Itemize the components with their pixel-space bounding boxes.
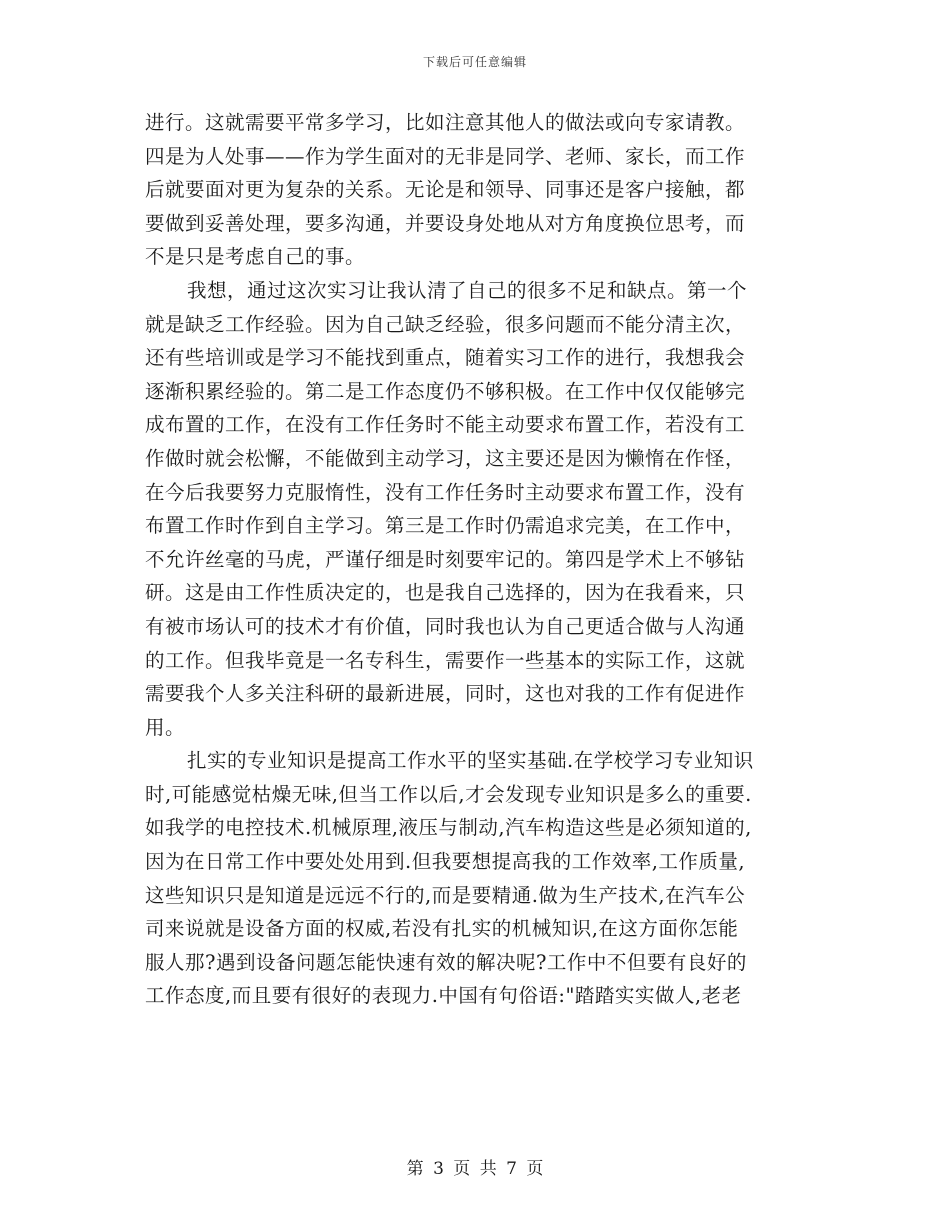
text-line: 因为在日常工作中要处处用到.但我要想提高我的工作效率,工作质量, xyxy=(145,850,746,874)
text-line: 的工作。但我毕竟是一名专科生，需要作一些基本的实际工作，这就 xyxy=(145,648,746,672)
text-line: 成布置的工作，在没有工作任务时不能主动要求布置工作，若没有工 xyxy=(145,413,746,437)
paragraph xyxy=(145,744,805,1013)
text-line: 有被市场认可的技术才有价值，同时我也认为自己更适合做与人沟通 xyxy=(145,614,746,638)
text-line: 研。这是由工作性质决定的，也是我自己选择的，因为在我看来，只 xyxy=(145,581,746,605)
text-line: 需要我个人多关注科研的最新进展，同时，这也对我的工作有促进作 xyxy=(145,682,746,706)
text-line: 如我学的电控技术.机械原理,液压与制动,汽车构造这些是必须知道的, xyxy=(145,816,752,840)
text-line: 要做到妥善处理，要多沟通，并要设身处地从对方角度换位思考，而 xyxy=(145,211,746,235)
text-line: 进行。这就需要平常多学习，比如注意其他人的做法或向专家请教。 xyxy=(145,111,746,134)
paragraph xyxy=(145,106,805,274)
text-line: 在今后我要努力克服惰性，没有工作任务时主动要求布置工作，没有 xyxy=(145,480,746,504)
text-line: 逐渐积累经验的。第二是工作态度仍不够积极。在工作中仅仅能够完 xyxy=(145,379,746,403)
text-line: 时,可能感觉枯燥无味,但当工作以后,才会发现专业知识是多么的重要. xyxy=(145,782,752,806)
document-body xyxy=(145,106,805,1013)
text-line: 四是为人处事——作为学生面对的无非是同学、老师、家长，而工作 xyxy=(145,144,746,168)
text-line: 作做时就会松懈，不能做到主动学习，这主要还是因为懒惰在作怪， xyxy=(145,446,746,470)
text-line: 后就要面对更为复杂的关系。无论是和领导、同事还是客户接触，都 xyxy=(145,178,746,202)
text-line: 司来说就是设备方面的权威,若没有扎实的机械知识,在这方面你怎能 xyxy=(145,917,739,941)
paragraph xyxy=(145,274,805,744)
text-line: 服人那?遇到设备问题怎能快速有效的解决呢?工作中不但要有良好的 xyxy=(145,950,747,974)
page-header: 下载后可任意编辑 xyxy=(422,55,527,69)
text-line: 这些知识只是知道是远远不行的,而是要精通.做为生产技术,在汽车公 xyxy=(145,883,746,907)
text-line: 我想，通过这次实习让我认清了自己的很多不足和缺点。第一个 xyxy=(187,278,748,302)
text-line: 用。 xyxy=(145,715,186,739)
text-line: 扎实的专业知识是提高工作水平的坚实基础.在学校学习专业知识 xyxy=(187,749,754,773)
text-line: 还有些培训或是学习不能找到重点，随着实习工作的进行，我想我会 xyxy=(145,346,746,370)
text-line: 不允许丝毫的马虎，严谨仔细是时刻要牢记的。第四是学术上不够钻 xyxy=(145,547,746,571)
text-line: 布置工作时作到自主学习。第三是工作时仍需追求完美，在工作中， xyxy=(145,514,746,538)
text-line: 就是缺乏工作经验。因为自己缺乏经验，很多问题而不能分清主次， xyxy=(145,312,746,336)
text-line: 不是只是考虑自己的事。 xyxy=(145,245,366,269)
text-line: 工作态度,而且要有很好的表现力.中国有句俗语:"踏踏实实做人,老老 xyxy=(145,984,742,1008)
page-number-footer: 第 3 页 共 7 页 xyxy=(406,1159,544,1179)
